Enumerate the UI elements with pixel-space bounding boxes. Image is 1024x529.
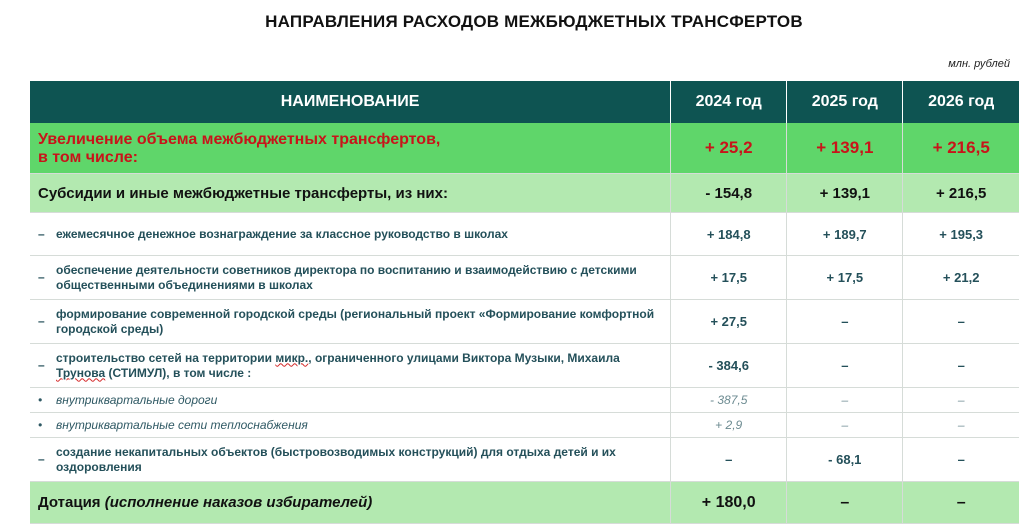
value-2024: + 180,0: [671, 482, 787, 524]
row-name: внутриквартальные сети теплоснабжения: [56, 417, 308, 432]
value-2025: –: [787, 482, 903, 524]
table-row: [30, 344, 1019, 388]
row-name: [30, 482, 671, 524]
row-name: обеспечение деятельности советников директора по воспитанию и взаимодействию с детскими общественными объединениями в школах: [56, 262, 637, 292]
row-name-line: Увеличение объема межбюджетных трансфертов,: [38, 131, 441, 148]
row-name-part: (СТИМУЛ), в том числе :: [105, 365, 252, 380]
row-name-part: Дотация: [38, 494, 105, 511]
dash-marker: –: [38, 452, 45, 466]
header-2024: 2024 год: [671, 81, 787, 123]
row-name-part: строительство сетей на территории: [56, 350, 276, 365]
value-2024: –: [671, 438, 787, 482]
value-2024: + 184,8: [671, 213, 787, 256]
value-2025: –: [787, 344, 903, 388]
value-2026: + 21,2: [903, 256, 1019, 300]
unit-label: млн. рублей: [948, 58, 1010, 70]
value-2024: - 387,5: [671, 388, 787, 413]
dash-marker: –: [38, 358, 45, 372]
row-name: внутриквартальные дороги: [56, 392, 218, 407]
row-name: создание некапитальных объектов (быстровозводимых конструкций) для отдыха детей и их оздоровления: [56, 444, 616, 474]
value-2025: –: [787, 388, 903, 413]
row-name: [56, 351, 670, 381]
value-2024: + 27,5: [671, 300, 787, 344]
row-name-part: Трунова: [56, 365, 106, 380]
header-2025: 2025 год: [787, 81, 903, 123]
dash-marker: –: [38, 226, 45, 241]
header-row: [30, 81, 1019, 123]
table-row: [30, 482, 1019, 524]
value-2024: + 2,9: [671, 413, 787, 438]
value-2025: –: [787, 413, 903, 438]
value-2026: + 216,5: [903, 174, 1019, 213]
value-2024: - 154,8: [671, 174, 787, 213]
table-row: [30, 174, 1019, 213]
table-row: [30, 388, 1019, 413]
row-name-part: , ограниченного улицами Виктора Музыки, Михаила: [308, 350, 620, 365]
value-2026: –: [903, 482, 1019, 524]
value-2026: + 216,5: [903, 123, 1019, 174]
value-2026: –: [903, 438, 1019, 482]
value-2025: + 139,1: [787, 123, 903, 174]
page-title: НАПРАВЛЕНИЯ РАСХОДОВ МЕЖБЮДЖЕТНЫХ ТРАНСФЕРТОВ: [265, 12, 803, 31]
table-row: [30, 213, 1019, 256]
row-name-part: микр.: [275, 350, 309, 365]
row-name: формирование современной городской среды (региональный проект «Формирование комфортной городской среды): [56, 306, 655, 336]
value-2025: + 139,1: [787, 174, 903, 213]
transfers-table: [30, 81, 1019, 524]
table-row: [30, 300, 1019, 344]
value-2024: - 384,6: [671, 344, 787, 388]
value-2026: + 195,3: [903, 213, 1019, 256]
row-name-line: в том числе:: [38, 149, 138, 166]
value-2025: + 189,7: [787, 213, 903, 256]
bullet-marker: •: [38, 417, 43, 432]
value-2026: –: [903, 344, 1019, 388]
value-2026: –: [903, 413, 1019, 438]
bullet-marker: •: [38, 392, 43, 407]
header-name: НАИМЕНОВАНИЕ: [30, 81, 671, 123]
row-name: Субсидии и иные межбюджетные трансферты, из них:: [30, 174, 671, 213]
value-2025: - 68,1: [787, 438, 903, 482]
value-2024: + 25,2: [671, 123, 787, 174]
header-2026: 2026 год: [903, 81, 1019, 123]
value-2025: –: [787, 300, 903, 344]
value-2026: –: [903, 300, 1019, 344]
table-row: [30, 123, 1019, 174]
row-name: [30, 123, 671, 174]
table-row: [30, 256, 1019, 300]
table-row: [30, 413, 1019, 438]
row-name: ежемесячное денежное вознаграждение за классное руководство в школах: [56, 226, 508, 241]
row-name-part: (исполнение наказов избирателей): [104, 494, 373, 511]
table-row: [30, 438, 1019, 482]
value-2026: –: [903, 388, 1019, 413]
dash-marker: –: [38, 314, 45, 328]
dash-marker: –: [38, 270, 45, 284]
value-2025: + 17,5: [787, 256, 903, 300]
value-2024: + 17,5: [671, 256, 787, 300]
